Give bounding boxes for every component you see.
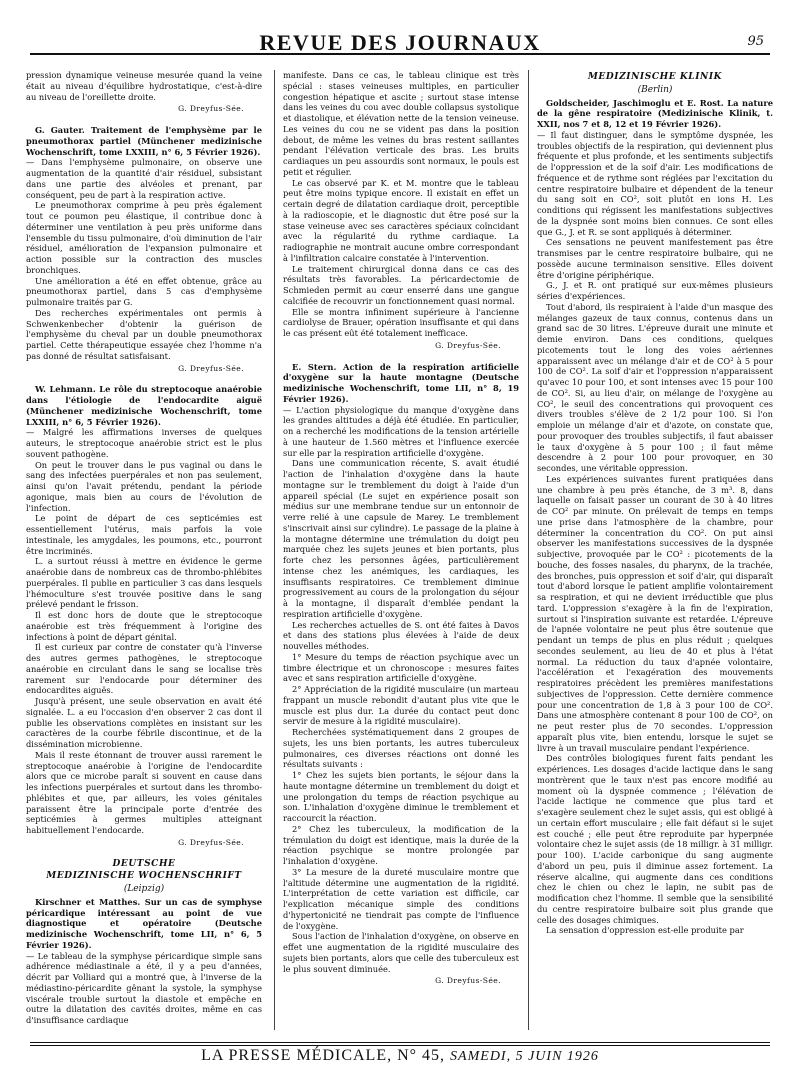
paragraph: — Le tableau de la symphyse péricardique simple sans adhérence médiastinale a été, il y a peu d'années, décrit par Volliard qui a montré que, à l'inverse de la médiastino-péricardite gênant la systole, la symphyse viscérale trouble surtout la diastole et empêche en outre la dilatation des cavités droites, même en cas d'insuffisance cardiaque bbox=[26, 950, 262, 1025]
signature: G. Dreyfus-Sée. bbox=[435, 976, 501, 986]
signature: G. Dreyfus-Sée. bbox=[435, 340, 501, 350]
paragraph: Tout d'abord, ils respiraient à l'aide d'un masque des mélanges gazeux de taux connus, contenus dans un grand sac de 30 litres. L'épreuve durait une minute et demie environ. Dans ces conditions, quelques picotements tout le long des voies aériennes apparaissent avec un mélange d'air et de CO² à 5 pour 100 de CO². La soif d'air et l'oppression n'apparaissent qu'avec 10 pour 100, et sont intenses avec 15 pour 100 de CO². Si, au lieu d'air, on mélange de l'oxygène au CO², le seuil des concentrations qui provoquent ces divers troubles s'élève de 2 1/2 pour 100. Si l'on emploie un mélange d'air et d'azote, on constate que, pour provoquer des troubles subjectifs, il faut abaisser le taux d'oxygène à 5 pour 100 ; il faut même descendre à 2 pour 100 pour provoquer, en 30 secondes, une véritable oppression. bbox=[537, 301, 773, 473]
article-heading: Goldscheider, Jaschimoglu et E. Rost. La nature de la gêne respiratoire (Medizinische Klinik, t. XXII, nos 7 et 8, 12 et 19 Février 1926). bbox=[537, 97, 773, 129]
paragraph: Il est curieux par contre de constater qu'à l'inverse des autres germes pathogènes, le streptocoque anaérobie en circulant dans le sang se localise très rarement sur l'endocarde pour déterminer des endocardites aiguës. bbox=[26, 642, 262, 696]
paragraph: Sous l'action de l'inhalation d'oxygène, on observe en effet une augmentation de la rigidité musculaire des sujets bien portants, alors que celle des tuberculeux est le plus souvent diminuée. bbox=[283, 931, 519, 974]
paragraph: 3° La mesure de la dureté musculaire montre que l'altitude détermine une augmentation de la rigidité. L'interprétation de cette variation est difficile, car l'explication mécanique simple des conditions d'hypertonicité ne tiendrait pas compte de l'influence de l'oxygène. bbox=[283, 866, 519, 931]
paragraph: Des contrôles biologiques furent faits pendant les expériences. Les dosages d'acide lactique dans le sang montrèrent que le taux n'est pas encore modifié au moment où la dyspnée commence ; l'élévation de l'acide lactique ne commence que plus tard et s'exagère seulement chez le sujet assis, qui est obligé à un certain effort musculaire ; elle fait défaut si le sujet est couché ; elle peut être reproduite par hyperpnée volontaire chez le sujet assis (de 18 milligr. à 31 milligr. pour 100). L'acide carbonique du sang augmente d'abord un peu, puis il diminue assez fortement. La réserve alcaline, qui augmente dans ces conditions chez le chien ou chez le lapin, ne subit pas de modification chez l'homme. Il semble que la sensibilité du centre respiratoire bulbaire soit plus grande que celle des dosages chimiques. bbox=[537, 753, 773, 925]
running-header bbox=[30, 28, 770, 58]
issue-date: SAMEDI, 5 JUIN 1926 bbox=[450, 1049, 599, 1064]
paragraph: On peut le trouver dans le pus vaginal ou dans le sang des infectées puerpérales et non pas seulement, ainsi qu'on l'avait prétendu, pendant la période agonique, mais bien au cours de l'évolution de l'infection. bbox=[26, 459, 262, 513]
paragraph: Dans une communication récente, S. avait étudié l'action de l'inhalation d'oxygène dans la haute montagne sur le tremblement du doigt à l'aide d'un appareil spécial (Le sujet en expérience posait son médius sur une membrane tendue sur un entonnoir de verre relié à une capsule de Marey. Le tremblement s'inscrivait ainsi sur cylindre). Le passage de la plaine à la montagne détermine une trémulation du doigt peu marquée chez les sujets jeunes et bien portants, plus forte chez les personnes âgées, particulièrement intense chez les anémiques, les cardiaques, les insuffisants respiratoires. Ce tremblement diminue progressivement au cours de la prolongation du séjour à la montagne, il disparaît d'emblée pendant la respiration artificielle d'oxygène. bbox=[283, 458, 519, 619]
article-heading: W. Lehmann. Le rôle du streptocoque anaérobie dans l'étiologie de l'endocardite aiguë (Münchener medizinische Wochenschrift, tome LXXIII, n° 6, 5 Février 1926). bbox=[26, 384, 262, 427]
footer-text bbox=[30, 1047, 770, 1065]
paragraph: L. a surtout réussi à mettre en évidence le germe anaérobie dans de nombreux cas de thrombo-phlébites puerpérales. Il publie en particulier 3 cas dans lesquels l'hémoculture s'est trouvée positive dans le sang prélevé pendant le frisson. bbox=[26, 556, 262, 610]
running-footer bbox=[30, 1040, 770, 1066]
column-1 bbox=[26, 70, 262, 1030]
signature: G. Dreyfus-Sée. bbox=[178, 837, 244, 847]
paragraph: Jusqu'à présent, une seule observation en avait été signalée. L. a eu l'occasion d'en observer 2 cas dont il publie les observations complètes en insistant sur les caractères de la courbe fébrile discontinue, et de la dissémination microbienne. bbox=[26, 696, 262, 749]
page-number: 95 bbox=[747, 34, 764, 49]
paragraph: Le point de départ de ces septicémies est essentiellement l'utérus, mais parfois la voie intestinale, les amygdales, les poumons, etc., pourront être incriminés. bbox=[26, 513, 262, 556]
article-heading: E. Stern. Action de la respiration artificielle d'oxygène sur la haute montagne (Deutsche medizinische Wochenschrift, tome LII, n° 8, 19 Février 1926). bbox=[283, 361, 519, 404]
footer-rule bbox=[30, 1045, 770, 1046]
header-rule bbox=[30, 53, 770, 55]
paragraph: — L'action physiologique du manque d'oxygène dans les grandes altitudes a déjà été étudiée. En particulier, on a recherché les modifications de la tension artérielle à une hauteur de 1.560 mètres et l'influence exercée sur elle par la respiration artificielle d'oxygène. bbox=[283, 404, 519, 458]
paragraph: 2° Chez les tuberculeux, la modification de la trémulation du doigt est identique, mais la durée de la réaction psychique se montre prolongée par l'inhalation d'oxygène. bbox=[283, 823, 519, 866]
section-title: DEUTSCHE bbox=[112, 858, 176, 869]
paragraph: — Malgré les affirmations inverses de quelques auteurs, le streptocoque anaérobie strict est le plus souvent pathogène. bbox=[26, 427, 262, 459]
paragraph: 1° Chez les sujets bien portants, le séjour dans la haute montagne détermine un tremblement du doigt et une prolongation du temps de réaction psychique au son. L'inhalation d'oxygène diminue le tremblement et raccourcit la réaction. bbox=[283, 770, 519, 823]
journal-name: LA PRESSE MÉDICALE, N° 45, bbox=[201, 1047, 446, 1064]
paragraph: 2° Appréciation de la rigidité musculaire (un marteau frappant un muscle rebondit d'autant plus vite que le muscle est plus dur. La durée du contact peut donc servir de mesure à la rigidité musculaire). bbox=[283, 684, 519, 727]
paragraph: pression dynamique veineuse mesurée quand la veine était au niveau d'équilibre hydrostatique, c'est-à-dire au niveau de l'oreillette droite. bbox=[26, 70, 262, 102]
section-place: (Leipzig) bbox=[123, 884, 165, 894]
paragraph: Les expériences suivantes furent pratiquées dans une chambre à peu près étanche, de 3 m³. 8, dans laquelle on faisait passer un courant de 30 à 40 litres de CO² par minute. On prélevait de temps en temps une prise dans l'atmosphère de la chambre, pour déterminer la concentration du CO². On put ainsi observer les manifestations successives de la dyspnée subjective, provoquée par le CO² : picotements de la bouche, des fosses nasales, du pharynx, de la trachée, des bronches, puis oppression et soif d'air, qui disparaît tout d'abord lorsque le patient amplifie volontairement sa respiration, et qui ne devient irréductible que plus tard. L'oppression s'exagère à la fin de l'expiration, surtout si l'inspiration suivante est retardée. L'épreuve de l'apnée volontaire ne peut plus être soutenue que pendant un temps de plus en plus réduit ; quelques secondes seulement, au lieu de 40 et plus à l'état normal. La réduction du taux d'apnée volontaire, l'accélération et l'exagération des mouvements respiratoires précèdent les premières manifestations subjectives de l'oppression. Cette dernière commence pour une concentration de 1,8 à 3 pour 100 de CO². Dans une atmosphère contenant 8 pour 100 de CO², on ne peut rester plus de 70 secondes. L'oppression apparaît plus vite, bien entendu, lorsque le sujet se livre à un travail musculaire pendant l'expérience. bbox=[537, 473, 773, 753]
article-heading: Kirschner et Matthes. Sur un cas de symphyse péricardique intéressant au point de vue diagnostique et opératoire (Deutsche medizinische Wochenschrift, tome LII, n° 6, 5 Février 1926). bbox=[26, 896, 262, 950]
paragraph: Ces sensations ne peuvent manifestement pas être transmises par le centre respiratoire bulbaire, qui ne possède aucune terminaison sensitive. Elles doivent être d'origine périphérique. bbox=[537, 237, 773, 280]
paragraph: Recherchées systématiquement dans 2 groupes de sujets, les uns bien portants, les autres tuberculeux pulmonaires, ces diverses réactions ont donné les résultats suivants : bbox=[283, 727, 519, 770]
paragraph: — Il faut distinguer, dans le symptôme dyspnée, les troubles objectifs de la respiration, qui deviennent plus fréquente et plus profonde, et les sentiments subjectifs de l'oppression et de la soif d'air. Les modifications de fréquence et de rythme sont réglées par l'excitation du centre respiratoire bulbaire et dépendent de la teneur du sang soit en CO², soit plutôt en ions H. Les conditions qui régissent les manifestations subjectives de la dyspnée sont moins bien connues. Ce sont elles que G., J. et R. se sont appliqués à déterminer. bbox=[537, 129, 773, 237]
paragraph: Des recherches expérimentales ont permis à Schwenkenbecher d'obtenir la guérison de l'emphysème du cheval par un double pneumothorax partiel. Cette thérapeutique essayée chez l'homme n'a pas donné de résultat satisfaisant. bbox=[26, 307, 262, 361]
column-divider bbox=[274, 70, 275, 1030]
paragraph: Elle se montra infiniment supérieure à l'ancienne cardiolyse de Brauer, opération insuffisante et qui dans le cas présent eût été totalement inefficace. bbox=[283, 306, 519, 338]
paragraph: Les recherches actuelles de S. ont été faites à Davos et dans des stations plus élevées à l'aide de deux nouvelles méthodes. bbox=[283, 619, 519, 651]
paragraph: Le pneumothorax comprime à peu près également tout ce poumon peu élastique, il contribue donc à déterminer une ventilation à peu près uniforme dans l'ensemble du tissu pulmonaire, d'où diminution de l'air résiduel, amélioration de l'expansion pulmonaire et action possible sur la contraction des muscles bronchiques. bbox=[26, 200, 262, 275]
column-3 bbox=[537, 70, 773, 1030]
paragraph: — Dans l'emphysème pulmonaire, on observe une augmentation de la quantité d'air résiduel, subsistant dans une partie des alvéoles et prenant, par conséquent, peu de part à la respiration active. bbox=[26, 157, 262, 200]
paragraph: Mais il reste étonnant de trouver aussi rarement le streptocoque anaérobie à l'origine de l'endocardite alors que ce microbe paraît si souvent en cause dans les infections puerpérales et surtout dans les thrombo-phlébites et que, par ailleurs, les voies génitales paraissent être la principale porte d'entrée des septicémies à germes multiples atteignant habituellement l'endocarde. bbox=[26, 749, 262, 835]
paragraph: La sensation d'oppression est-elle produite par bbox=[546, 925, 744, 936]
paragraph: 1° Mesure du temps de réaction psychique avec un timbre électrique et un chronoscope : mesures faites avec et sans respiration artificielle d'oxygène. bbox=[283, 651, 519, 684]
paragraph: manifeste. Dans ce cas, le tableau clinique est très spécial : stases veineuses multiples, en particulier congestion hépatique et ascite ; surtout stase intense dans les veines du cou avec double collapsus systolique et diastolique, et élévation nette de la tension veineuse. Les veines du cou ne se vident pas dans la position debout, de même les veines du bras restent saillantes pendant l'élévation verticale des bras. Les bruits cardiaques un peu assourdis sont normaux, le pouls est petit et régulier. bbox=[283, 70, 519, 177]
section-place: (Berlin) bbox=[637, 84, 673, 95]
section-title: MEDIZINISCHE KLINIK bbox=[587, 72, 723, 82]
signature: G. Dreyfus-Sée. bbox=[178, 363, 244, 373]
paragraph: Il est donc hors de doute que le streptocoque anaérobie est très fréquemment à l'origine des infections à point de départ génital. bbox=[26, 610, 262, 642]
footer-rule bbox=[30, 1042, 770, 1043]
article-heading: G. Gauter. Traitement de l'emphysème par le pneumothorax partiel (Münchener medizinische Wochenschrift, tome LXXIII, n° 6, 5 Février 1926). bbox=[26, 125, 262, 157]
paragraph: Le traitement chirurgical donna dans ce cas des résultats très favorables. La péricardectomie de Schmieden permit au cœur enserré dans une gangue calcifiée de recouvrir un fonctionnement quasi normal. bbox=[283, 263, 519, 306]
running-title: REVUE DES JOURNAUX bbox=[259, 30, 541, 55]
column-2 bbox=[283, 70, 519, 1030]
paragraph: Le cas observé par K. et M. montre que le tableau peut être moins typique encore. Il existait en effet un certain degré de dilatation cardiaque droit, perceptible à la radioscopie, et le diagnostic dut être posé sur la stase veineuse avec ses caractères spéciaux coïncidant avec la régularité du rythme cardiaque. La radiographie ne montrait aucune ombre correspondant à l'infiltration calcaire constatée à l'intervention. bbox=[283, 177, 519, 263]
section-title: MEDIZINISCHE WOCHENSCHRIFT bbox=[46, 871, 242, 882]
paragraph: G., J. et R. ont pratiqué sur eux-mêmes plusieurs séries d'expériences. bbox=[537, 280, 773, 301]
signature: G. Dreyfus-Sée. bbox=[178, 104, 244, 114]
column-divider bbox=[528, 70, 529, 1030]
paragraph: Une amélioration a été en effet obtenue, grâce au pneumothorax partiel, dans 5 cas d'emphysème pulmonaire traités par G. bbox=[26, 275, 262, 307]
